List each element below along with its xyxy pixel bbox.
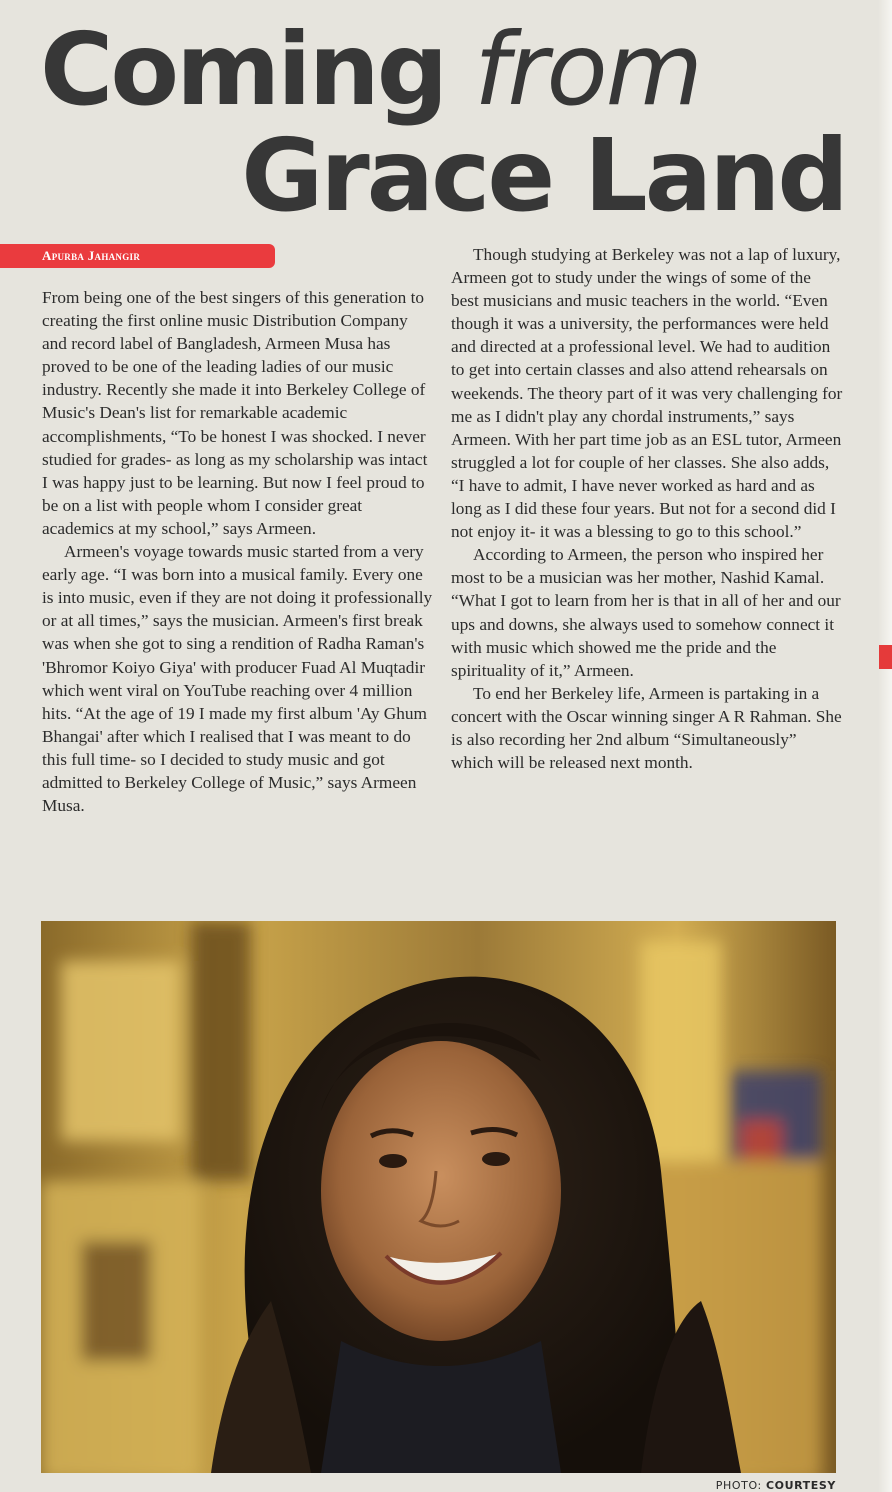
article-column-right bbox=[451, 243, 843, 774]
paragraph-5: To end her Berkeley life, Armeen is partaking in a concert with the Oscar winning singer A R Rahman. She is also recording her 2nd album “Simultaneously” which will be released next month. bbox=[451, 683, 842, 773]
paragraph-3: Though studying at Berkeley was not a lap of luxury, Armeen got to study under the wings of some of the best musicians and music teachers in the world. “Even though it was a university, the performances were held and directed at a professional level. We had to audition to get into certain classes and also attend rehearsals on weekends. The theory part of it was very challenging for me as I didn't play any chordal instruments,” says Armeen. With her part time job as an ESL tutor, Armeen struggled a lot for couple of her classes. She also adds, “I have to admit, I have never worked as hard and as long as I did these four years. But not for a second did I not enjoy it- it was a blessing to go to this school.” bbox=[451, 245, 843, 542]
portrait-photo bbox=[41, 921, 836, 1473]
author-byline: Apurba Jahangir bbox=[0, 244, 275, 268]
paragraph-4: According to Armeen, the person who inspired her most to be a musician was her mother, Nashid Kamal. “What I got to learn from her is that in all of her and our ups and downs, she always used to somehow connect it with music which showed me the pride and the spirituality of it,” Armeen. bbox=[451, 545, 841, 680]
photo-credit-value: COURTESY bbox=[765, 1479, 836, 1492]
headline-word-from: from bbox=[474, 11, 702, 128]
page-edge-marker bbox=[879, 645, 892, 669]
article-column-left bbox=[42, 286, 434, 817]
photo-credit-label: PHOTO: bbox=[715, 1479, 762, 1492]
paragraph-1: From being one of the best singers of this generation to creating the first online music Distribution Company and record label of Bangladesh, Armeen Musa has proved to be one of the leading ladies of our music industry. Recently she made it into Berkeley College of Music's Dean's list for remarkable academic accomplishments, “To be honest I was shocked. I never studied for grades- as long as my scholarship was intact I was happy just to be learning. But now I feel proud to be on a list with people whom I consider great academics at my school,” says Armeen. bbox=[42, 288, 428, 538]
headline-word-coming: Coming bbox=[40, 11, 446, 128]
headline-line-2: Grace Land bbox=[241, 117, 846, 234]
portrait-illustration bbox=[41, 921, 836, 1473]
article-headline bbox=[0, 0, 892, 240]
headline-line-1 bbox=[40, 11, 702, 128]
paragraph-2: Armeen's voyage towards music started from a very early age. “I was born into a musical family. Every one is into music, even if they are not doing it professionally or at all times,” says the musician. Armeen's first break was when she got to sing a rendition of Radha Raman's 'Bhromor Koiyo Giya' with producer Fuad Al Muqtadir which went viral on YouTube reaching over 4 million hits. “At the age of 19 I made my first album 'Ay Ghum Bhangai' after which I realised that I was meant to do this full time- so I decided to study music and got admitted to Berkeley College of Music,” says Armeen Musa. bbox=[42, 542, 433, 816]
photo-credit bbox=[716, 1479, 836, 1492]
